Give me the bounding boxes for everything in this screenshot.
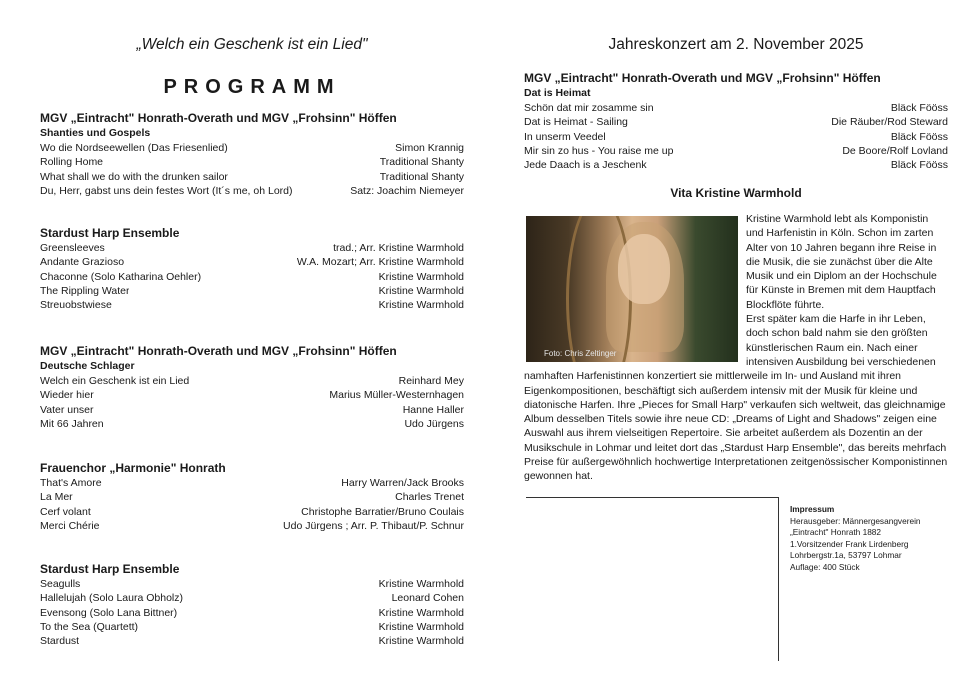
- program-item: [40, 519, 464, 533]
- piece-title: Merci Chérie: [40, 519, 100, 532]
- vita-paragraph: Kristine Warmhold lebt als Komponistin und Harfenistin in Köln. Schon im zarten Alter von 10 Jahren begann ihre Reise in die Musik, die sie zunächst über die Alte Musik und ein Diplom an der Hochschule für Künste in Bremen mit dem Hauptfach Blockflöte führte.: [746, 213, 937, 311]
- program-item: [40, 620, 464, 634]
- divider-vertical: [778, 497, 779, 661]
- program-item: [524, 144, 948, 158]
- harpist-photo: [526, 216, 738, 362]
- program-item: [40, 403, 464, 417]
- piece-author: Harry Warren/Jack Brooks: [341, 477, 464, 489]
- program-item: [40, 241, 464, 255]
- piece-author: De Boore/Rolf Lovland: [842, 144, 948, 157]
- program-item: [40, 476, 464, 490]
- piece-author: Die Räuber/Rod Steward: [831, 116, 948, 129]
- piece-title: What shall we do with the drunken sailor: [40, 170, 228, 183]
- piece-author: Simon Krannig: [395, 142, 464, 154]
- program-section: [524, 70, 948, 172]
- program-item: [40, 374, 464, 388]
- piece-title: Cerf volant: [40, 505, 91, 518]
- program-item: [40, 284, 464, 298]
- program-item: [40, 170, 464, 184]
- piece-author: Kristine Warmhold: [378, 578, 464, 590]
- program-title: PROGRAMM: [163, 76, 341, 98]
- piece-author: Udo Jürgens ; Arr. P. Thibaut/P. Schnur: [283, 519, 464, 532]
- piece-title: Greensleeves: [40, 242, 105, 254]
- program-section: [40, 343, 464, 431]
- piece-title: Dat is Heimat - Sailing: [524, 116, 628, 129]
- program-item: [524, 101, 948, 115]
- piece-author: Bläck Fööss: [890, 102, 948, 114]
- piece-title: Hallelujah (Solo Laura Obholz): [40, 592, 183, 605]
- piece-author: Bläck Fööss: [890, 159, 948, 172]
- program-item: [40, 577, 464, 591]
- program-item: [40, 255, 464, 269]
- piece-title: Streuobstwiese: [40, 299, 112, 312]
- program-item: [40, 298, 464, 312]
- program-item: [40, 591, 464, 605]
- piece-author: Reinhard Mey: [398, 375, 464, 387]
- concert-title: Jahreskonzert am 2. November 2025: [608, 36, 864, 53]
- impressum-line: „Eintracht" Honrath 1882: [790, 527, 882, 537]
- program-item: [40, 184, 464, 198]
- piece-title: The Rippling Water: [40, 284, 130, 297]
- piece-title: Jede Daach is a Jeschenk: [524, 159, 647, 172]
- vita-title: Vita Kristine Warmhold: [670, 186, 802, 200]
- piece-title: Du, Herr, gabst uns dein festes Wort (It´s me, oh Lord): [40, 184, 293, 197]
- vita-paragraph: Erst später kam die Harfe in ihr Leben, doch schon bald nahm sie den größten künstlerischen Raum ein. Nach einer intensiven Ausbildung bei verschiedenen namhaften Harfenistinnen konzertiert sie mittlerweile im In- und Ausland mit ihren Eigenkompositionen, beschäftigt sich außerdem intensiv mit der Musik für kleine und diatonische Harfen. Ihre „Pieces for Small Harp" verkaufen sich weltweit, das gleichnamige Album desselben Titels sowie ihre neue CD: „Dreams of Light and Shadows" zeigen eine Auswahl aus ihrem vielseitigen Repertoire. Sie arbeitet außerdem als Dozentin an der Musikschule in Lohmar und leitet dort das „Stardust Harp Ensemble", das bereits mehrfach Preise für außergewöhnlich hochwertige Interpretationen zeitgenössischer Komponistinnen gewonnen hat.: [524, 313, 948, 483]
- divider-horizontal: [526, 497, 778, 498]
- piece-title: Schön dat mir zosamme sin: [524, 102, 654, 114]
- section-heading: MGV „Eintracht" Honrath-Overath und MGV „Frohsinn" Höffen: [40, 111, 397, 125]
- motto: „Welch ein Geschenk ist ein Lied": [136, 36, 368, 53]
- piece-author: Kristine Warmhold: [378, 606, 464, 619]
- program-section: [40, 561, 464, 648]
- piece-author: Marius Müller-Westernhagen: [329, 389, 464, 402]
- section-heading: Stardust Harp Ensemble: [40, 562, 180, 576]
- program-section: [40, 460, 464, 533]
- section-subheading: Shanties und Gospels: [40, 127, 151, 139]
- piece-title: To the Sea (Quartett): [40, 620, 139, 633]
- piece-author: Kristine Warmhold: [378, 284, 464, 297]
- piece-title: Seagulls: [40, 578, 81, 590]
- piece-author: Kristine Warmhold: [378, 635, 464, 648]
- piece-author: Christophe Barratier/Bruno Coulais: [301, 505, 464, 518]
- program-item: [524, 115, 948, 129]
- piece-title: Vater unser: [40, 403, 94, 416]
- impressum: [790, 504, 950, 573]
- piece-author: Bläck Fööss: [890, 130, 948, 143]
- piece-author: Charles Trenet: [395, 491, 464, 504]
- piece-author: Kristine Warmhold: [378, 270, 464, 283]
- photo-face-shape: [618, 234, 670, 304]
- piece-author: W.A. Mozart; Arr. Kristine Warmhold: [296, 256, 464, 269]
- section-subheading: Deutsche Schlager: [40, 360, 135, 372]
- impressum-line: Lohrbergstr.1a, 53797 Lohmar: [790, 550, 902, 560]
- section-heading: Stardust Harp Ensemble: [40, 226, 180, 240]
- impressum-line: 1.Vorsitzender Frank Lirdenberg: [790, 538, 909, 549]
- piece-title: La Mer: [40, 491, 73, 504]
- program-item: [40, 606, 464, 620]
- piece-author: trad.; Arr. Kristine Warmhold: [333, 242, 464, 254]
- photo-credit: Foto: Chris Zeltinger: [544, 349, 617, 358]
- piece-title: Mir sin zo hus - You raise me up: [524, 144, 674, 157]
- program-item: [524, 130, 948, 144]
- piece-author: Leonard Cohen: [391, 592, 464, 605]
- program-item: [40, 634, 464, 648]
- program-item: [40, 141, 464, 155]
- program-section: [40, 225, 464, 312]
- piece-title: Welch ein Geschenk ist ein Lied: [40, 375, 190, 387]
- piece-title: That's Amore: [40, 477, 102, 489]
- piece-author: Traditional Shanty: [379, 156, 464, 169]
- impressum-line: Auflage: 400 Stück: [790, 561, 860, 572]
- piece-author: Kristine Warmhold: [378, 620, 464, 633]
- impressum-title: Impressum: [790, 504, 835, 514]
- impressum-line: Herausgeber: Männergesangverein: [790, 515, 921, 526]
- program-item: [40, 505, 464, 519]
- program-item: [40, 417, 464, 431]
- program-item: [40, 270, 464, 284]
- piece-title: Mit 66 Jahren: [40, 417, 104, 430]
- program-item: [40, 155, 464, 169]
- piece-title: Wo die Nordseewellen (Das Friesenlied): [40, 142, 228, 154]
- program-item: [40, 388, 464, 402]
- piece-author: Traditional Shanty: [379, 170, 464, 183]
- piece-author: Satz: Joachim Niemeyer: [350, 184, 464, 197]
- piece-title: Rolling Home: [40, 156, 104, 169]
- piece-author: Hanne Haller: [402, 403, 464, 416]
- section-heading: MGV „Eintracht" Honrath-Overath und MGV „Frohsinn" Höffen: [524, 71, 881, 85]
- piece-title: Chaconne (Solo Katharina Oehler): [40, 270, 202, 283]
- program-item: [40, 490, 464, 504]
- piece-title: In unserm Veedel: [524, 130, 606, 143]
- piece-title: Evensong (Solo Lana Bittner): [40, 606, 178, 619]
- piece-author: Kristine Warmhold: [378, 299, 464, 312]
- section-heading: Frauenchor „Harmonie" Honrath: [40, 461, 226, 475]
- program-item: [524, 158, 948, 172]
- piece-title: Andante Grazioso: [40, 256, 125, 269]
- piece-title: Stardust: [40, 635, 80, 648]
- piece-title: Wieder hier: [40, 389, 94, 402]
- section-heading: MGV „Eintracht" Honrath-Overath und MGV „Frohsinn" Höffen: [40, 344, 397, 358]
- program-section: [40, 110, 464, 198]
- piece-author: Udo Jürgens: [404, 417, 464, 430]
- section-subheading: Dat is Heimat: [524, 87, 591, 99]
